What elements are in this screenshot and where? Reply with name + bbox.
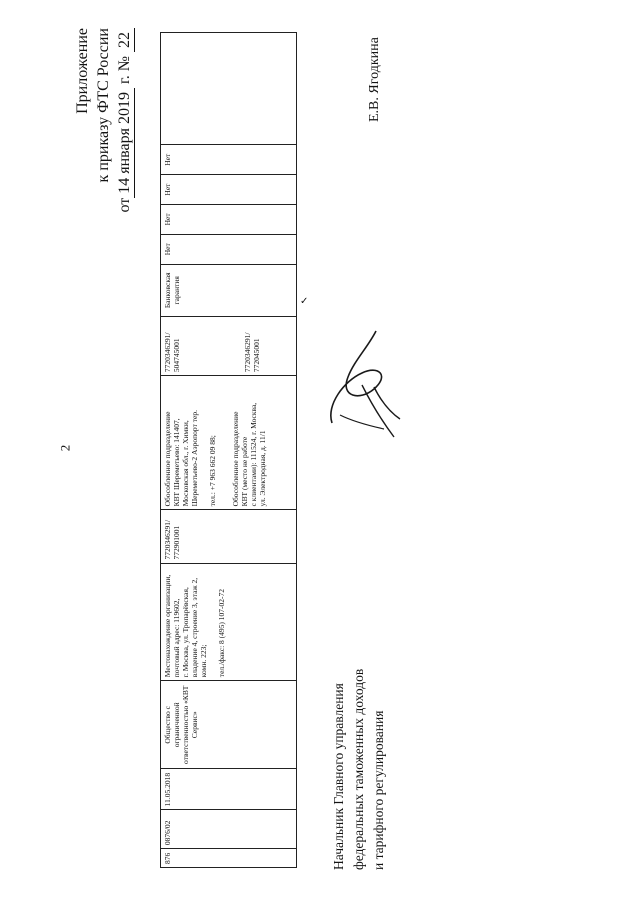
flag-4: Нет [161, 145, 297, 175]
registry-table [160, 32, 297, 868]
company-name: Общество с ограниченной ответственностью «КВТ Сервис» [161, 681, 297, 769]
page-number: 2 [57, 444, 73, 452]
small-mark: ✓ [300, 296, 309, 307]
branch-1: Обособленное подразделение КВТ Шереметьево: 141407, Московская обл., г. Химки, Шереметьево-2 Аэропорт тер. тел.: +7 963 662 09 88; [163, 410, 217, 507]
registration-number: 0876/02 [161, 810, 297, 849]
appendix-header [72, 28, 135, 268]
registration-date: 11.05.2018 [161, 769, 297, 810]
order-date: 14 января 2019 [116, 88, 135, 198]
signer-name: Е.В. Ягодкина [367, 37, 382, 122]
flag-3: Нет [161, 175, 297, 205]
company-address: Местонахождение организации, почтовый адрес: 119602, г. Москва, ул. Тропарёвская, владение 4, строение 3, этаж 2, комн. 223; тел./факс: 8 (495) 107-02-72 [161, 563, 297, 681]
order-number: 22 [116, 28, 135, 52]
flag-2: Нет [161, 204, 297, 234]
table-row [161, 33, 297, 868]
empty-cell [161, 33, 297, 145]
flag-1: Нет [161, 234, 297, 264]
appendix-title: Приложение [74, 28, 91, 114]
head-title: Начальник Главного управления федеральных таможенных доходов и тарифного регулирования [331, 668, 386, 870]
row-number: 876 [161, 849, 297, 868]
branches [161, 376, 297, 510]
company-inn-kpp: 7720346291/ 772901001 [161, 510, 297, 563]
guarantee-type: Банковская гарантия [161, 264, 297, 316]
appendix-date-line: от14 января 2019 г. № 22 [114, 28, 135, 268]
branches-inn-kpp: 7720346291/ 504745001 7720346291/ 772045001 [161, 316, 297, 375]
branch-2: Обособленное подразделение КВТ (место не работе с клиентами): 111524, г. Москва, ул. Электродная, д. 11/1 [231, 402, 267, 507]
appendix-order: к приказу ФТС России [95, 28, 112, 183]
handwritten-signature [322, 325, 402, 445]
